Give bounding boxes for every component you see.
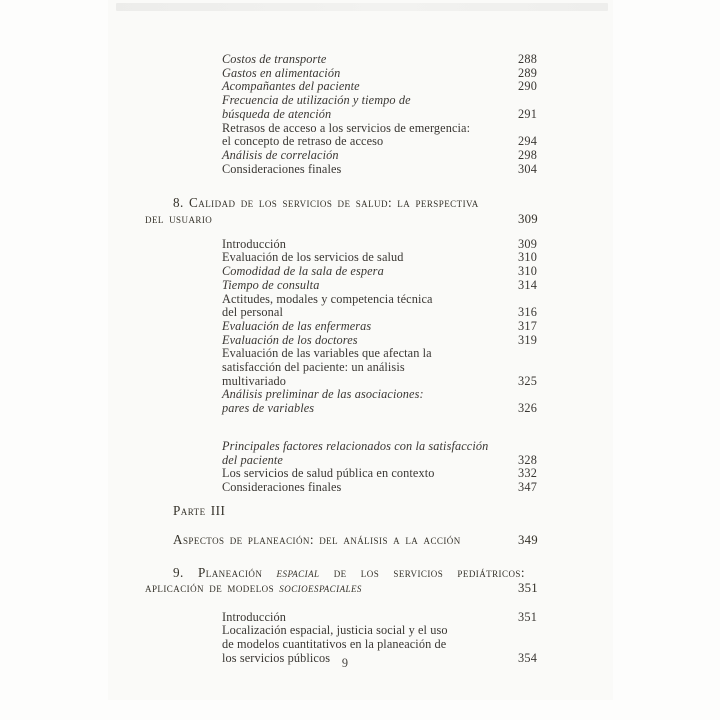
toc-entry [145, 163, 545, 177]
page-number: 9 [341, 656, 349, 670]
toc-heading-text [145, 211, 518, 226]
toc-entry-title: Análisis de correlación [222, 147, 339, 162]
toc-part [145, 503, 545, 518]
toc-line [222, 279, 545, 293]
toc-entry-title: Acompañantes del paciente [222, 79, 360, 94]
toc-heading [145, 532, 545, 548]
toc-line [222, 402, 545, 416]
toc-page-number: 288 [518, 52, 538, 66]
toc-line [222, 347, 545, 361]
toc-entry-title: de modelos cuantitativos en la planeación de [222, 636, 447, 651]
toc-entry-title: Tiempo de consulta [222, 277, 320, 292]
toc-entry-title: Los servicios de salud pública en contexto [222, 466, 435, 481]
toc-line [222, 361, 545, 375]
heading-word: de los servicios pediátricos: [319, 565, 525, 581]
toc-line [145, 565, 545, 580]
toc-line [222, 135, 545, 149]
heading-word: aplicación de modelos [145, 580, 280, 596]
toc-line [222, 80, 545, 94]
toc-heading [145, 195, 545, 226]
toc-entry [145, 265, 545, 279]
toc-entry-title: Retrasos de acceso a los servicios de emergencia: [222, 120, 471, 135]
toc-page-number: 325 [518, 373, 538, 388]
toc-entry [145, 320, 545, 334]
toc-heading-text [145, 195, 545, 210]
toc-page-number: 319 [518, 332, 538, 347]
toc-line [222, 320, 545, 334]
toc-entry-title: pares de variables [222, 401, 315, 416]
toc-line [222, 306, 545, 320]
toc-entry-title: Introducción [222, 609, 287, 624]
heading-italic-word: socioespaciales [279, 580, 362, 596]
toc-entry-title: Análisis preliminar de las asociaciones: [222, 387, 424, 402]
toc-entry-title: Evaluación de los servicios de salud [222, 250, 404, 265]
toc-entry [145, 440, 545, 467]
toc-page-number: 290 [518, 79, 538, 94]
toc-line [222, 293, 545, 307]
toc-page-number: 314 [518, 277, 538, 292]
toc-line [222, 238, 545, 252]
toc-line [222, 265, 545, 279]
toc-entry-title: Gastos en alimentación [222, 65, 341, 80]
toc-heading-text [145, 565, 545, 580]
toc-line [145, 195, 545, 210]
toc-line [145, 532, 545, 548]
toc-page-number: 351 [518, 581, 538, 596]
heading-word: 8. Calidad de los servicios de salud: la perspectiva [173, 195, 479, 211]
toc-entry [145, 149, 545, 163]
heading-word: 9. Planeación [173, 565, 277, 581]
toc-entry [145, 481, 545, 495]
toc-entry [145, 347, 545, 388]
toc-entry [145, 279, 545, 293]
heading-word: Parte III [173, 502, 226, 518]
toc-entry-title: multivariado [222, 373, 287, 388]
toc-line [145, 580, 545, 596]
toc-line [222, 67, 545, 81]
toc-line [222, 108, 545, 122]
table-of-contents [145, 53, 545, 665]
toc-entry-title: satisfacción del paciente: un análisis [222, 360, 405, 375]
toc-line [222, 467, 545, 481]
toc-line [222, 375, 545, 389]
scan-artifact-top [116, 3, 608, 11]
toc-line [222, 149, 545, 163]
toc-entry [145, 388, 545, 415]
toc-entry-title: Evaluación de las enfermeras [222, 318, 372, 333]
toc-entry-title: Evaluación de las variables que afectan la [222, 346, 432, 361]
toc-entry-title: Comodidad de la sala de espera [222, 264, 384, 279]
toc-line [222, 611, 545, 625]
toc-page-number: 291 [518, 106, 538, 121]
toc-entry-title: Introducción [222, 236, 287, 251]
toc-page-number: 354 [518, 650, 538, 665]
toc-entry-title: Frecuencia de utilización y tiempo de [222, 93, 411, 108]
toc-page-number: 347 [518, 479, 538, 494]
toc-entry-title: Consideraciones finales [222, 161, 342, 176]
toc-page-number: 310 [518, 264, 538, 279]
toc-entry-title: Principales factores relacionados con la satisfacción [222, 438, 489, 453]
toc-entry [145, 611, 545, 625]
toc-page-number: 332 [518, 466, 538, 481]
toc-page-number: 309 [518, 236, 538, 251]
toc-line [222, 163, 545, 177]
toc-heading-text [145, 503, 545, 518]
toc-line [222, 481, 545, 495]
toc-page-number: 298 [518, 147, 538, 162]
toc-entry-title: búsqueda de atención [222, 106, 332, 121]
toc-page-number: 316 [518, 305, 538, 320]
toc-page-number: 304 [518, 161, 538, 176]
toc-heading [145, 565, 545, 596]
toc-entry-title: del personal [222, 305, 283, 320]
toc-heading-text [145, 580, 518, 595]
toc-page-number: 317 [518, 318, 538, 333]
toc-entry [145, 94, 545, 121]
toc-entry-title: el concepto de retraso de acceso [222, 134, 384, 149]
toc-page-number: 351 [518, 609, 538, 624]
toc-page-number: 289 [518, 65, 538, 80]
toc-line [222, 122, 545, 136]
toc-line [222, 388, 545, 402]
toc-entry-title: Costos de transporte [222, 52, 327, 66]
toc-entry [145, 334, 545, 348]
toc-entry-title: Actitudes, modales y competencia técnica [222, 291, 433, 306]
toc-entry [145, 251, 545, 265]
toc-entry-title: los servicios públicos [222, 650, 331, 665]
toc-line [222, 638, 545, 652]
toc-entry-title: Evaluación de los doctores [222, 332, 358, 347]
toc-entry [145, 53, 545, 67]
toc-entry [145, 293, 545, 320]
toc-line [222, 454, 545, 468]
heading-word: del usuario [145, 210, 213, 226]
toc-page-number: 349 [518, 532, 538, 547]
toc-page-number: 328 [518, 452, 538, 467]
toc-page-number: 310 [518, 250, 538, 265]
toc-heading-text [145, 532, 518, 547]
toc-page-number: 309 [518, 211, 538, 226]
toc-line [222, 624, 545, 638]
heading-italic-word: espacial [276, 565, 320, 581]
toc-page-number: 326 [518, 401, 538, 416]
toc-page-number: 294 [518, 134, 538, 149]
toc-line [222, 53, 545, 67]
toc-entry-title: Consideraciones finales [222, 479, 342, 494]
toc-line [222, 334, 545, 348]
toc-entry [145, 67, 545, 81]
toc-line [222, 94, 545, 108]
toc-line [145, 503, 545, 518]
toc-line [145, 211, 545, 227]
toc-entry-title: Localización espacial, justicia social y el uso [222, 623, 448, 638]
toc-line [222, 251, 545, 265]
toc-entry-title: del paciente [222, 452, 283, 467]
toc-entry [145, 122, 545, 149]
toc-entry [145, 80, 545, 94]
toc-entry [145, 238, 545, 252]
toc-entry [145, 467, 545, 481]
toc-line [222, 440, 545, 454]
heading-word: Aspectos de planeación: del análisis a la acción [173, 531, 461, 547]
